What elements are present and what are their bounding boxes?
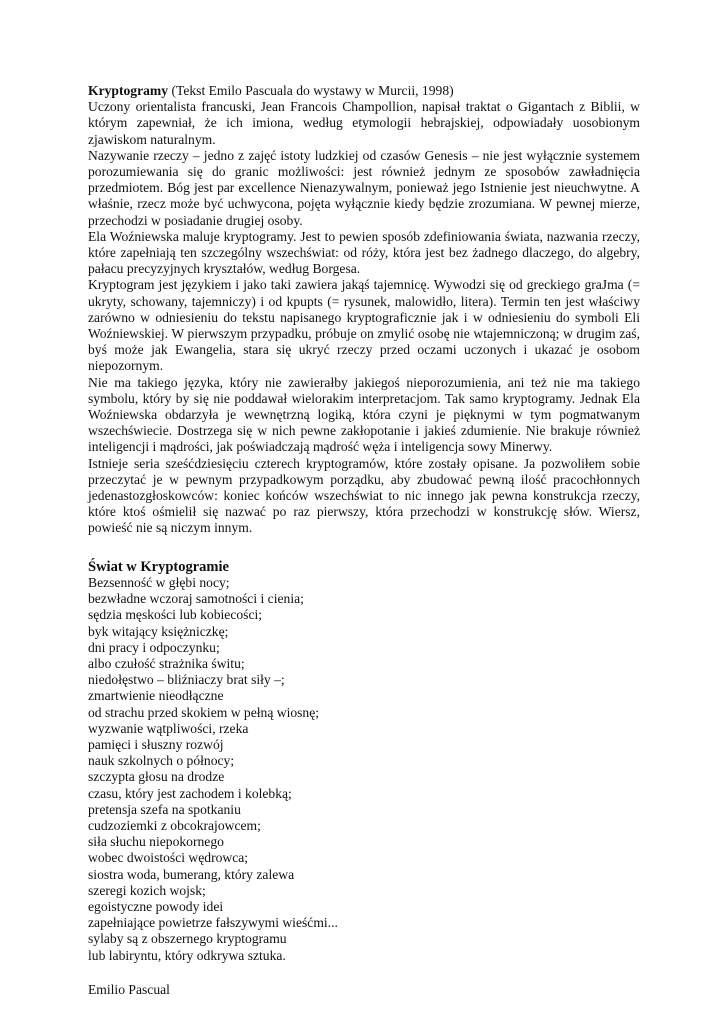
poem-line: siła słuchu niepokornego <box>88 834 224 850</box>
paragraph: Uczony orientalista francuski, Jean Francois Champollion, napisał traktat o Gigantach z Biblii, w którym zapewniał, że ich imiona, według etymologii hebrajskiej, odpowiadały uosobionym zjawiskom naturalnym. <box>88 99 640 147</box>
paragraph: Istnieje seria sześćdziesięciu czterech kryptogramów, które zostały opisane. Ja pozwoliłem sobie przeczytać je w pewnym przypadkowym porządku, aby zbudować pewną ilość pracochłonnych jedenastozgłoskowców: koniec końców wszechświat to nic innego jak pewna konstrukcja rzeczy, które ktoś ośmielił się nazwać po raz pierwszy, która przechodzi w konstrukcję słów. Wiersz, powieść nie są niczym innym. <box>88 455 640 536</box>
author-signature: Emilio Pascual <box>88 981 170 997</box>
poem-line: zmartwienie nieodłączne <box>88 688 224 704</box>
poem-line: wobec dwoistości wędrowca; <box>88 850 249 866</box>
document-header <box>88 83 640 99</box>
poem-line: niedołęstwo – bliźniaczy brat siły –; <box>88 672 285 688</box>
poem-line: siostra woda, bumerang, który zalewa <box>88 866 295 882</box>
poem-line: szczypta głosu na drodze <box>88 769 225 785</box>
poem-line: byk witający księżniczkę; <box>88 623 229 639</box>
poem-line: pamięci i słuszny rozwój <box>88 736 224 752</box>
poem-line: dni pracy i odpoczynku; <box>88 639 220 655</box>
poem-line: nauk szkolnych o północy; <box>88 753 235 769</box>
poem-line: szeregi kozich wojsk; <box>88 882 206 898</box>
poem <box>88 575 640 964</box>
document-page <box>88 83 640 998</box>
poem-line: czasu, który jest zachodem i kolebką; <box>88 785 292 801</box>
poem-line: egoistyczne powody idei <box>88 898 224 914</box>
poem-line: pretensja szefa na spotkaniu <box>88 801 241 817</box>
paragraph: Kryptogram jest językiem i jako taki zawiera jakąś tajemnicę. Wywodzi się od greckiego graJma (= ukryty, schowany, tajemniczy) i od kpupts (= rysunek, malowidło, litera). Termin ten jest właściwy zarówno w odniesieniu do tekstu napisanego kryptograficznie jak i w odniesieniu do symboli Eli Woźniewskiej. W pierwszym przypadku, próbuje on zmylić osobę nie wtajemniczoną; w drugim zaś, byś może jak Ewangelia, stara się ukryć rzeczy przed oczami uczonych i ukazać je osobom niepozornym. <box>88 277 640 374</box>
poem-line: lub labiryntu, który odkrywa sztuka. <box>88 947 286 963</box>
document-subtitle: (Tekst Emilo Pascuala do wystawy w Murcii, 1998) <box>168 83 454 98</box>
poem-line: zapełniające powietrze fałszywymi wieśćmi... <box>88 915 338 931</box>
poem-line: od strachu przed skokiem w pełną wiosnę; <box>88 704 320 720</box>
document-title: Kryptogramy <box>88 83 169 98</box>
poem-line: cudzoziemki z obcokrajowcem; <box>88 817 261 833</box>
paragraph: Nazywanie rzeczy – jedno z zajęć istoty ludzkiej od czasów Genesis – nie jest wyłącznie systemem porozumiewania się do granic możliwości: jest również jednym ze sposobów zawładnięcia przedmiotem. Bóg jest par excellence Nienazywalnym, ponieważ jego Istnienie jest nieuchwytne. A właśnie, rzecz może być uchwycona, pojęta wyłącznie kiedy będzie zrozumiana. W pewnej mierze, przechodzi w posiadanie drugiej osoby. <box>88 147 640 228</box>
poem-title: Świat w Kryptogramie <box>88 558 229 575</box>
paragraph: Ela Woźniewska maluje kryptogramy. Jest to pewien sposób zdefiniowania świata, nazwania rzeczy, które zapełniają ten szczególny wszechświat: od róży, która jest bez żadnego dlaczego, do algebry, pałacu precyzyjnych kryształów, według Borgesa. <box>88 228 640 277</box>
poem-line: bezwładne wczoraj samotności i cienia; <box>88 591 304 607</box>
poem-line: sylaby są z obszernego kryptogramu <box>88 931 287 947</box>
poem-line: Bezsenność w głębi nocy; <box>88 574 230 590</box>
poem-line: sędzia męskości lub kobiecości; <box>88 607 263 623</box>
poem-line: albo czułość strażnika świtu; <box>88 655 245 671</box>
paragraph: Nie ma takiego języka, który nie zawierałby jakiegoś nieporozumienia, ani też nie ma takiego symbolu, który by się nie poddawał wielorakim interpretacjom. Tak samo kryptogramy. Jednak Ela Woźniewska obdarzyła je wewnętrzną logiką, która czyni je pięknymi w tym pogmatwanym wszechświecie. Dostrzega się w nich pewne zakłopotanie i jakieś zdumienie. Nie brakuje również inteligencji i mądrości, jak poświadczają mądrość węża i inteligencja sowy Minerwy. <box>88 374 640 455</box>
poem-line: wyzwanie wątpliwości, rzeka <box>88 720 249 736</box>
